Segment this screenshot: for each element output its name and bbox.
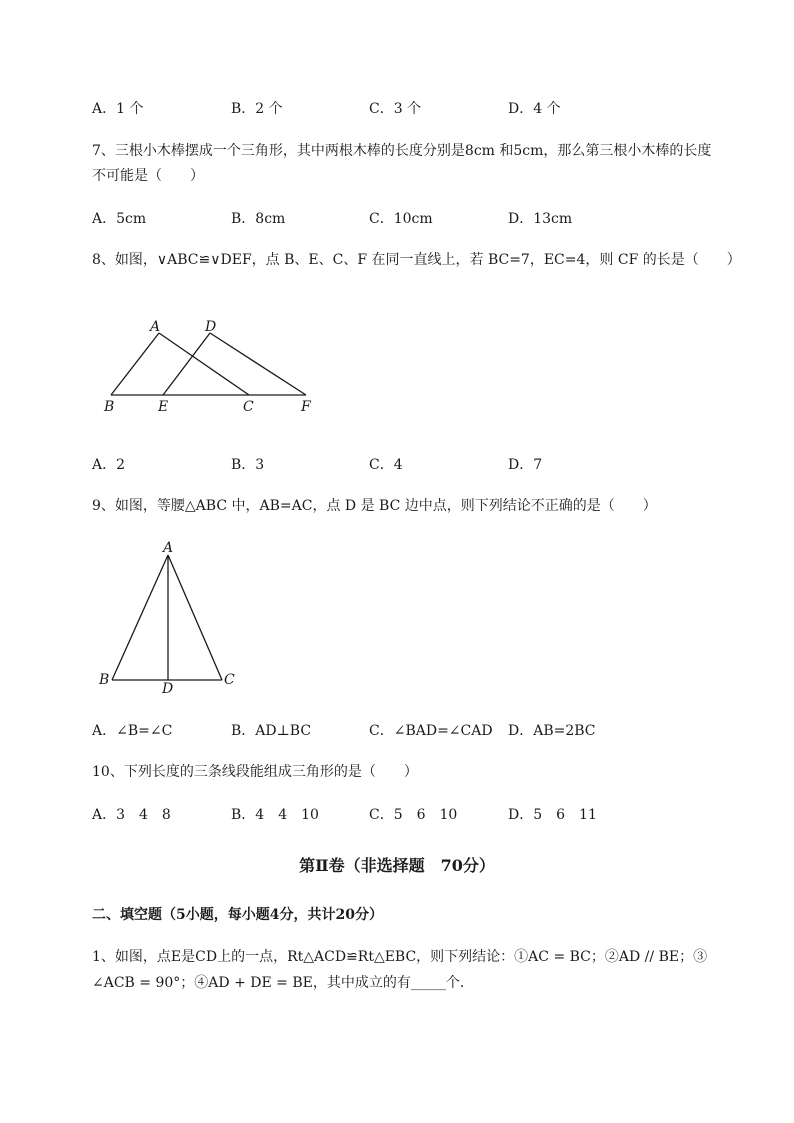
q8-label-d: D: [205, 319, 217, 335]
q9-text: 9、如图，等腰△ABC 中，AB=AC，点 D 是 BC 边中点，则下列结论不正确的是（ ）: [92, 498, 657, 514]
q10-option-d: D．5 6 11: [508, 807, 597, 823]
q8-segment-ba: [111, 333, 159, 395]
q8-text: 8、如图，∨ABC≌∨DEF，点 B、E、C、F 在同一直线上，若 BC=7，EC=4，则 CF 的长是（ ）: [92, 252, 741, 268]
q8-label-f: F: [301, 399, 311, 415]
q7-option-b: B．8cm: [231, 211, 286, 227]
q6-option-b: B．2 个: [231, 101, 283, 117]
fill1-text-line1: 1、如图，点E是CD上的一点，Rt△ACD≌Rt△EBC，则下列结论：①AC = BC；②AD // BE；③: [92, 949, 708, 965]
q9-option-d: D．AB=2BC: [508, 723, 596, 739]
q9-option-c: C．∠BAD=∠CAD: [369, 723, 493, 739]
q9-label-a: A: [163, 540, 174, 556]
q9-option-b: B．AD⊥BC: [231, 723, 312, 739]
q8-label-a: A: [150, 319, 161, 335]
q9-segment-ac: [168, 555, 222, 680]
q9-option-a: A．∠B=∠C: [92, 723, 173, 739]
fill1-text-line2: ∠ACB = 90°；④AD + DE = BE，其中成立的有_____个．: [92, 975, 474, 991]
q7-options: [92, 210, 692, 228]
q8-segment-ac: [159, 333, 249, 395]
q7-option-a: A．5cm: [92, 211, 147, 227]
q9-options: [92, 722, 692, 740]
q6-option-d: D．4 个: [508, 101, 561, 117]
q9-figure: [0, 535, 300, 705]
q8-option-b: B．3: [231, 457, 265, 473]
q10-text: 10、下列长度的三条线段能组成三角形的是（ ）: [92, 764, 418, 780]
q10-option-c: C．5 6 10: [369, 807, 458, 823]
q8-label-b: B: [104, 399, 115, 415]
q8-label-c: C: [243, 399, 254, 415]
q6-options: [92, 100, 692, 118]
q10-options: [92, 806, 692, 824]
q9-label-c: C: [224, 672, 235, 688]
q6-option-c: C．3 个: [369, 101, 422, 117]
q10-option-a: A．3 4 8: [92, 807, 171, 823]
q9-segment-ab: [112, 555, 168, 680]
q7-option-d: D．13cm: [508, 211, 573, 227]
q8-label-e: E: [158, 399, 169, 415]
q7-text-line1: 7、三根小木棒摆成一个三角形，其中两根木棒的长度分别是8cm 和5cm，那么第三根小木棒的长度: [92, 143, 712, 159]
q10-option-b: B．4 4 10: [231, 807, 319, 823]
q8-segment-df: [210, 333, 306, 395]
q7-option-c: C．10cm: [369, 211, 433, 227]
part2-title: 第Ⅱ卷（非选择题 70分）: [299, 856, 495, 875]
section2-header: 二、填空题（5小题，每小题4分，共计20分）: [92, 907, 383, 923]
q6-option-a: A．1 个: [92, 101, 144, 117]
q7-text-line2: 不可能是（ ）: [92, 168, 204, 184]
q8-option-d: D．7: [508, 457, 543, 473]
q8-options: [92, 456, 692, 474]
q9-label-b: B: [99, 672, 110, 688]
q9-label-d: D: [162, 681, 174, 697]
q8-option-c: C．4: [369, 457, 403, 473]
q8-figure: [0, 300, 400, 430]
q8-option-a: A．2: [92, 457, 126, 473]
